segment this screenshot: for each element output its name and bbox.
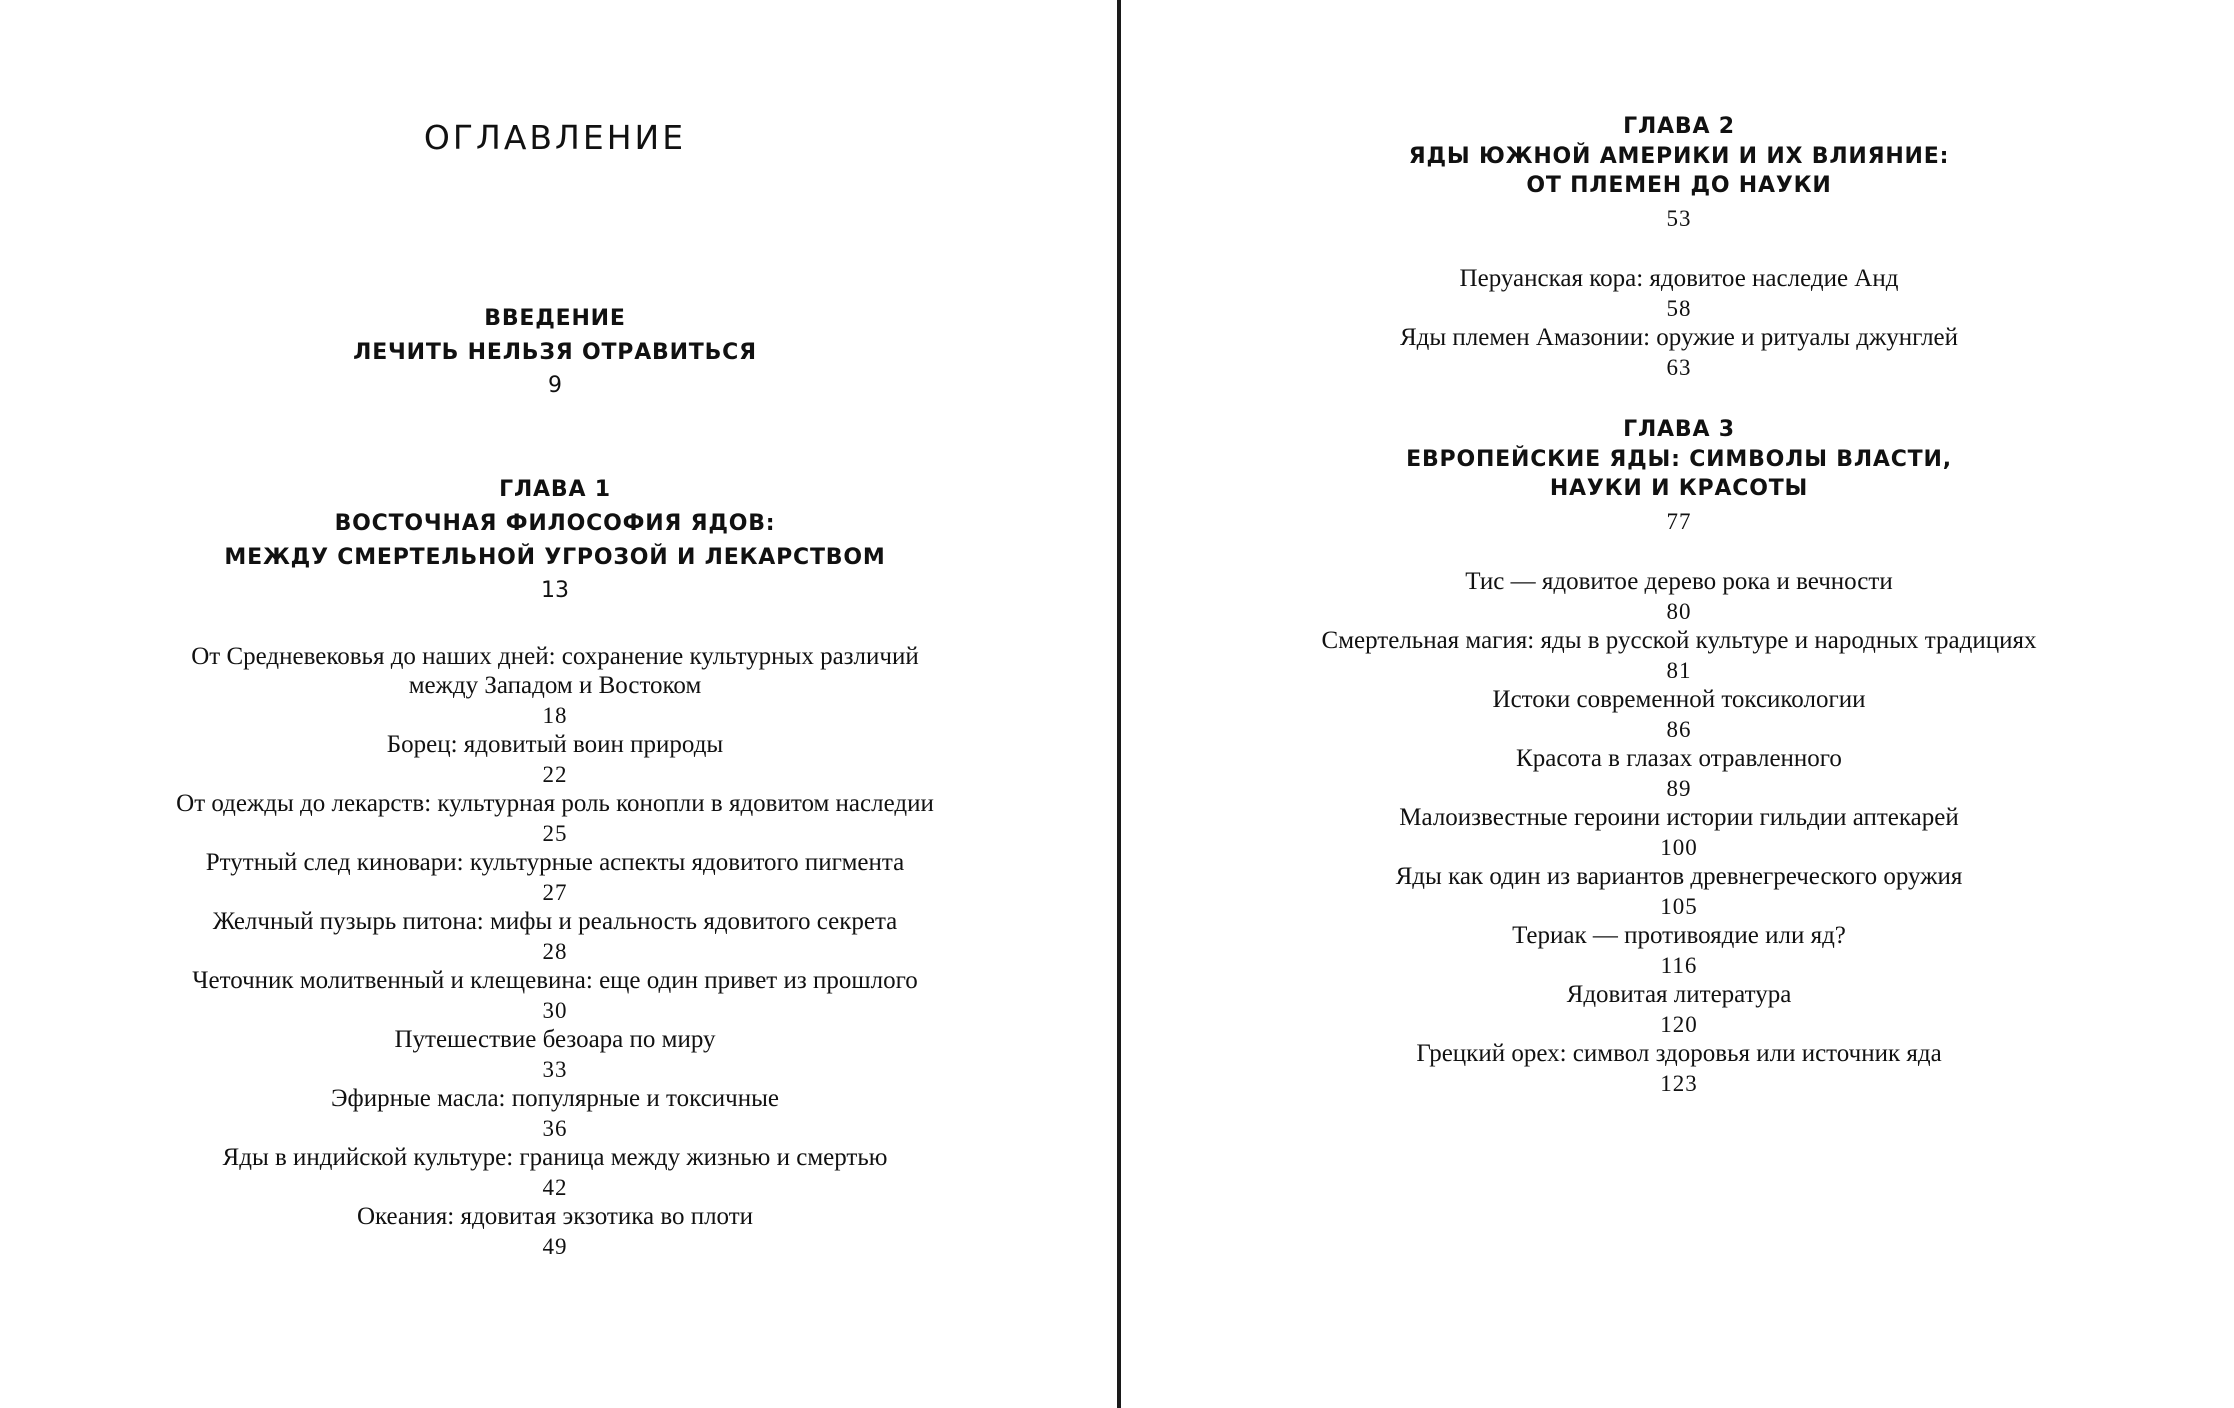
toc-entry[interactable]: Перуанская кора: ядовитое наследие Анд [1459,265,1899,292]
intro-label: ВВЕДЕНИЕ [484,306,626,331]
toc-entry[interactable]: Четочник молитвенный и клещевина: еще один привет из прошлого [192,967,918,994]
right-page [1124,0,2234,1408]
intro-title: ЛЕЧИТЬ НЕЛЬЗЯ ОТРАВИТЬСЯ [353,340,757,365]
toc-entry[interactable]: Яды в индийской культуре: граница между жизнью и смертью [222,1144,888,1171]
toc-entry[interactable]: Яды как один из вариантов древнегреческого оружия [1395,863,1963,890]
toc-entry-continued[interactable]: между Западом и Востоком [408,672,702,699]
toc-entry[interactable]: Красота в глазах отравленного [1516,745,1842,772]
toc-entry-page: 120 [1660,1012,1698,1037]
toc-entry-page: 27 [542,880,568,905]
toc-entry-page: 81 [1666,658,1692,683]
toc-entry-page: 18 [542,703,568,728]
chapter1-title-line1: ВОСТОЧНАЯ ФИЛОСОФИЯ ЯДОВ: [334,511,776,536]
page-divider [1117,0,1121,1408]
intro-page: 9 [548,373,562,398]
toc-entry[interactable]: Истоки современной токсикологии [1492,686,1866,713]
toc-entry-page: 105 [1660,894,1698,919]
toc-entry-page: 58 [1666,296,1692,321]
toc-entry[interactable]: Ядовитая литература [1566,981,1792,1008]
chapter2-title-line2: ОТ ПЛЕМЕН ДО НАУКИ [1526,173,1832,198]
toc-entry[interactable]: Океания: ядовитая экзотика во плоти [356,1203,754,1230]
toc-entry[interactable]: Яды племен Амазонии: оружие и ритуалы джунглей [1399,324,1959,351]
toc-entry-page: 49 [542,1234,568,1259]
chapter1-page: 13 [541,578,569,603]
chapter3-label: ГЛАВА 3 [1623,417,1735,442]
toc-entry[interactable]: Желчный пузырь питона: мифы и реальность ядовитого секрета [212,908,898,935]
toc-entry[interactable]: Малоизвестные героини истории гильдии аптекарей [1399,804,1959,831]
chapter2-title-line1: ЯДЫ ЮЖНОЙ АМЕРИКИ И ИХ ВЛИЯНИЕ: [1408,144,1950,169]
chapter3-page: 77 [1666,509,1692,534]
toc-entry[interactable]: Борец: ядовитый воин природы [386,731,724,758]
toc-title: ОГЛАВЛЕНИЕ [423,118,687,157]
chapter3-title-line2: НАУКИ И КРАСОТЫ [1549,476,1809,501]
toc-entry[interactable]: Эфирные масла: популярные и токсичные [331,1085,779,1112]
toc-entry-page: 25 [542,821,568,846]
toc-entry-page: 28 [542,939,568,964]
toc-entry-page: 100 [1660,835,1698,860]
toc-entry-page: 123 [1660,1071,1698,1096]
toc-entry-page: 30 [542,998,568,1023]
toc-entry[interactable]: Териак — противоядие или яд? [1512,922,1846,949]
toc-entry[interactable]: От одежды до лекарств: культурная роль конопли в ядовитом наследии [176,790,934,817]
toc-entry[interactable]: Грецкий орех: символ здоровья или источник яда [1416,1040,1942,1067]
toc-entry[interactable]: Тис — ядовитое дерево рока и вечности [1465,568,1893,595]
toc-entry-page: 63 [1666,355,1692,380]
chapter1-title-line2: МЕЖДУ СМЕРТЕЛЬНОЙ УГРОЗОЙ И ЛЕКАРСТВОМ [224,545,886,570]
chapter1-label: ГЛАВА 1 [499,477,611,502]
toc-entry[interactable]: Путешествие безоара по миру [394,1026,716,1053]
toc-entry[interactable]: От Средневековья до наших дней: сохранение культурных различий [191,643,919,670]
toc-entry-page: 33 [542,1057,568,1082]
chapter3-title-line1: ЕВРОПЕЙСКИЕ ЯДЫ: СИМВОЛЫ ВЛАСТИ, [1406,447,1952,472]
chapter2-label: ГЛАВА 2 [1623,114,1735,139]
toc-entry-page: 116 [1660,953,1698,978]
toc-entry-page: 89 [1666,776,1692,801]
toc-entry-page: 80 [1666,599,1692,624]
toc-entry[interactable]: Ртутный след киновари: культурные аспекты ядовитого пигмента [205,849,905,876]
toc-entry-page: 86 [1666,717,1692,742]
toc-entry-page: 36 [542,1116,568,1141]
toc-entry-page: 42 [542,1175,568,1200]
toc-entry-page: 22 [542,762,568,787]
chapter2-page: 53 [1666,206,1692,231]
toc-entry[interactable]: Смертельная магия: яды в русской культуре и народных традициях [1321,627,2037,654]
